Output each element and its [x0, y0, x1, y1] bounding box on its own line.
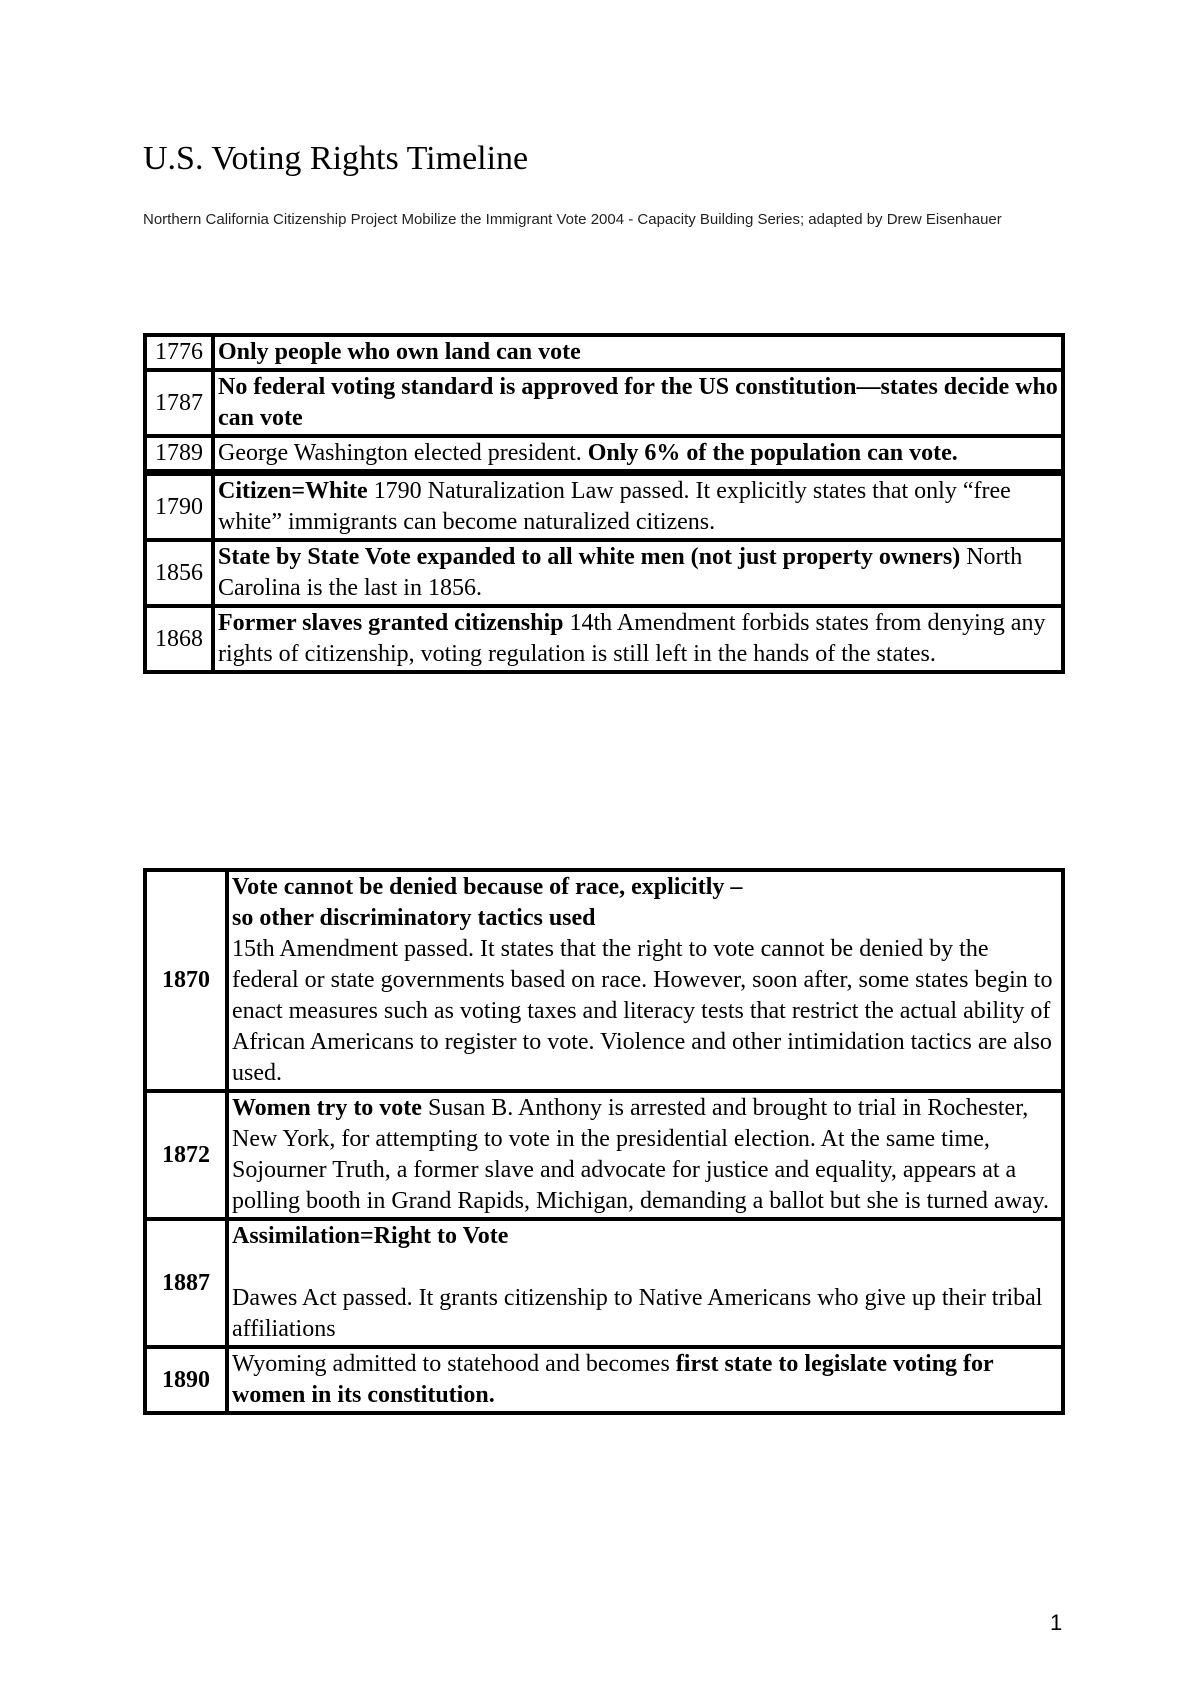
table-row [145, 870, 1063, 1091]
table-row [145, 606, 1063, 672]
event-headline: No federal voting standard is approved for the US constitution—states decide who can vote [218, 374, 1058, 431]
event-text: Dawes Act passed. It grants citizenship to Native Americans who give up their tribal affiliations [232, 1285, 1043, 1342]
year-cell: 1790 [145, 473, 213, 541]
event-cell [213, 473, 1063, 541]
year-cell: 1868 [145, 606, 213, 672]
table-row [145, 473, 1063, 541]
page-title: U.S. Voting Rights Timeline [143, 140, 529, 177]
table-row [145, 370, 1063, 436]
event-text: Wyoming admitted to statehood and becomes [232, 1351, 676, 1377]
event-headline: Citizen=White [218, 478, 368, 504]
event-headline: Only people who own land can vote [218, 339, 581, 365]
event-cell [213, 540, 1063, 606]
event-text: 15th Amendment passed. It states that the right to vote cannot be denied by the federal or state governments based on race. However, soon after, some states begin to enact measures such as voting taxes and literacy tests that restrict the actual ability of African Americans to register to vote. Violence and other intimidation tactics are also used. [232, 936, 1053, 1086]
year-cell: 1872 [145, 1091, 227, 1219]
event-text: George Washington elected president. [218, 440, 588, 466]
event-text: 1790 Naturalization Law passed. It explicitly states that only “free white” immigrants can become naturalized citizens. [218, 478, 1011, 535]
event-headline-continued: so other discriminatory tactics used [232, 905, 596, 931]
table-row [145, 1347, 1063, 1413]
event-text: Susan B. Anthony is arrested and brought to trial in Rochester, New York, for attempting to vote in the presidential election. At the same time, Sojourner Truth, a former slave and advocate for justice and equality, appears at a polling booth in Grand Rapids, Michigan, demanding a ballot but she is turned away. [232, 1095, 1049, 1214]
event-text: North Carolina is the last in 1856. [218, 544, 1023, 601]
event-headline: Former slaves granted citizenship [218, 610, 564, 636]
event-cell [213, 335, 1063, 370]
year-cell: 1856 [145, 540, 213, 606]
timeline-table-1870-1890 [143, 868, 1065, 1415]
table-row [145, 540, 1063, 606]
year-cell: 1887 [145, 1219, 227, 1347]
event-headline: Assimilation=Right to Vote [232, 1223, 509, 1249]
event-headline: Vote cannot be denied because of race, explicitly – [232, 874, 743, 900]
event-cell [213, 606, 1063, 672]
event-headline: first state to legislate voting for women in its constitution. [232, 1351, 994, 1408]
table-row [145, 1091, 1063, 1219]
event-cell [227, 870, 1063, 1091]
year-cell: 1870 [145, 870, 227, 1091]
event-text: 14th Amendment forbids states from denying any rights of citizenship, voting regulation is still left in the hands of the states. [218, 610, 1046, 667]
table-row [145, 1219, 1063, 1347]
event-headline: Women try to vote [232, 1095, 422, 1121]
event-cell [213, 370, 1063, 436]
event-cell [227, 1219, 1063, 1347]
source-credit: Northern California Citizenship Project Mobilize the Immigrant Vote 2004 - Capacity Building Series; adapted by Drew Eisenhauer [143, 211, 1002, 228]
page-number: 1 [1050, 1610, 1063, 1635]
year-cell: 1890 [145, 1347, 227, 1413]
event-cell [213, 436, 1063, 473]
table-row [145, 335, 1063, 370]
event-cell [227, 1091, 1063, 1219]
timeline-table-1776-1868 [143, 333, 1065, 674]
year-cell: 1787 [145, 370, 213, 436]
event-headline: Only 6% of the population can vote. [587, 440, 958, 466]
event-cell [227, 1347, 1063, 1413]
event-headline: State by State Vote expanded to all white men (not just property owners) [218, 544, 961, 570]
table-row [145, 436, 1063, 473]
year-cell: 1789 [145, 436, 213, 473]
year-cell: 1776 [145, 335, 213, 370]
